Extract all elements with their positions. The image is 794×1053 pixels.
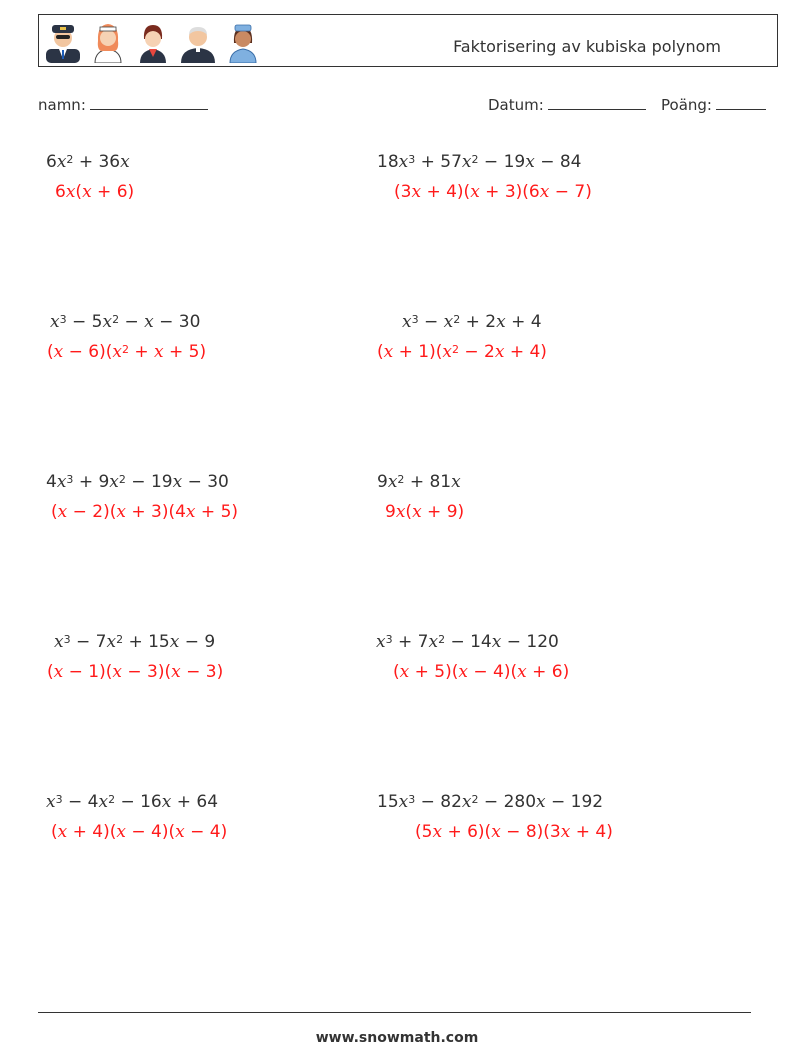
problem-6: $9x^2 + 81x$ <box>377 472 461 492</box>
problem-2: $18x^3 + 57x^2 - 19x - 84$ <box>377 152 582 172</box>
problem-9: $x^3 - 4x^2 - 16x + 64$ <box>46 792 219 812</box>
problem-1: $6x^2 + 36x$ <box>46 152 130 172</box>
score-label: Poäng: <box>661 96 712 114</box>
footer-rule <box>38 1012 751 1013</box>
score-blank[interactable] <box>716 95 766 110</box>
girl-avatar <box>134 19 172 63</box>
score-field <box>661 95 766 114</box>
answer-10: (5x + 6)(x − 8)(3x + 4) <box>415 822 613 842</box>
priest-avatar <box>179 19 217 63</box>
problem-10: $15x^3 - 82x^2 - 280x - 192$ <box>377 792 604 812</box>
woman-avatar <box>89 19 127 63</box>
date-field <box>488 95 646 114</box>
problem-4: $x^3 - x^2 + 2x + 4$ <box>402 312 542 332</box>
date-blank[interactable] <box>548 95 646 110</box>
answer-3: $(x - 6)(x^2 + x + 5)$ <box>47 342 207 362</box>
answer-6: 9x(x + 9) <box>385 502 465 522</box>
worksheet-header <box>38 14 778 67</box>
name-label: namn: <box>38 96 86 114</box>
problem-3: $x^3 - 5x^2 - x - 30$ <box>50 312 201 332</box>
pilot-avatar <box>44 19 82 63</box>
date-label: Datum: <box>488 96 544 114</box>
name-field <box>38 95 208 114</box>
problem-7: $x^3 - 7x^2 + 15x - 9$ <box>54 632 216 652</box>
answer-2: (3x + 4)(x + 3)(6x − 7) <box>394 182 592 202</box>
name-blank[interactable] <box>90 95 208 110</box>
answer-9: (x + 4)(x − 4)(x − 4) <box>51 822 228 842</box>
nurse-avatar <box>224 19 262 63</box>
answer-4: $(x + 1)(x^2 - 2x + 4)$ <box>377 342 547 362</box>
problem-8: $x^3 + 7x^2 - 14x - 120$ <box>376 632 559 652</box>
answer-8: (x + 5)(x − 4)(x + 6) <box>393 662 570 682</box>
answer-5: (x − 2)(x + 3)(4x + 5) <box>51 502 239 522</box>
avatar-row <box>44 19 262 63</box>
answer-7: (x − 1)(x − 3)(x − 3) <box>47 662 224 682</box>
worksheet-title: Faktorisering av kubiska polynom <box>453 37 721 56</box>
problem-5: $4x^3 + 9x^2 - 19x - 30$ <box>46 472 229 492</box>
footer-url: www.snowmath.com <box>315 1030 479 1046</box>
answer-1: 6x(x + 6) <box>55 182 135 202</box>
